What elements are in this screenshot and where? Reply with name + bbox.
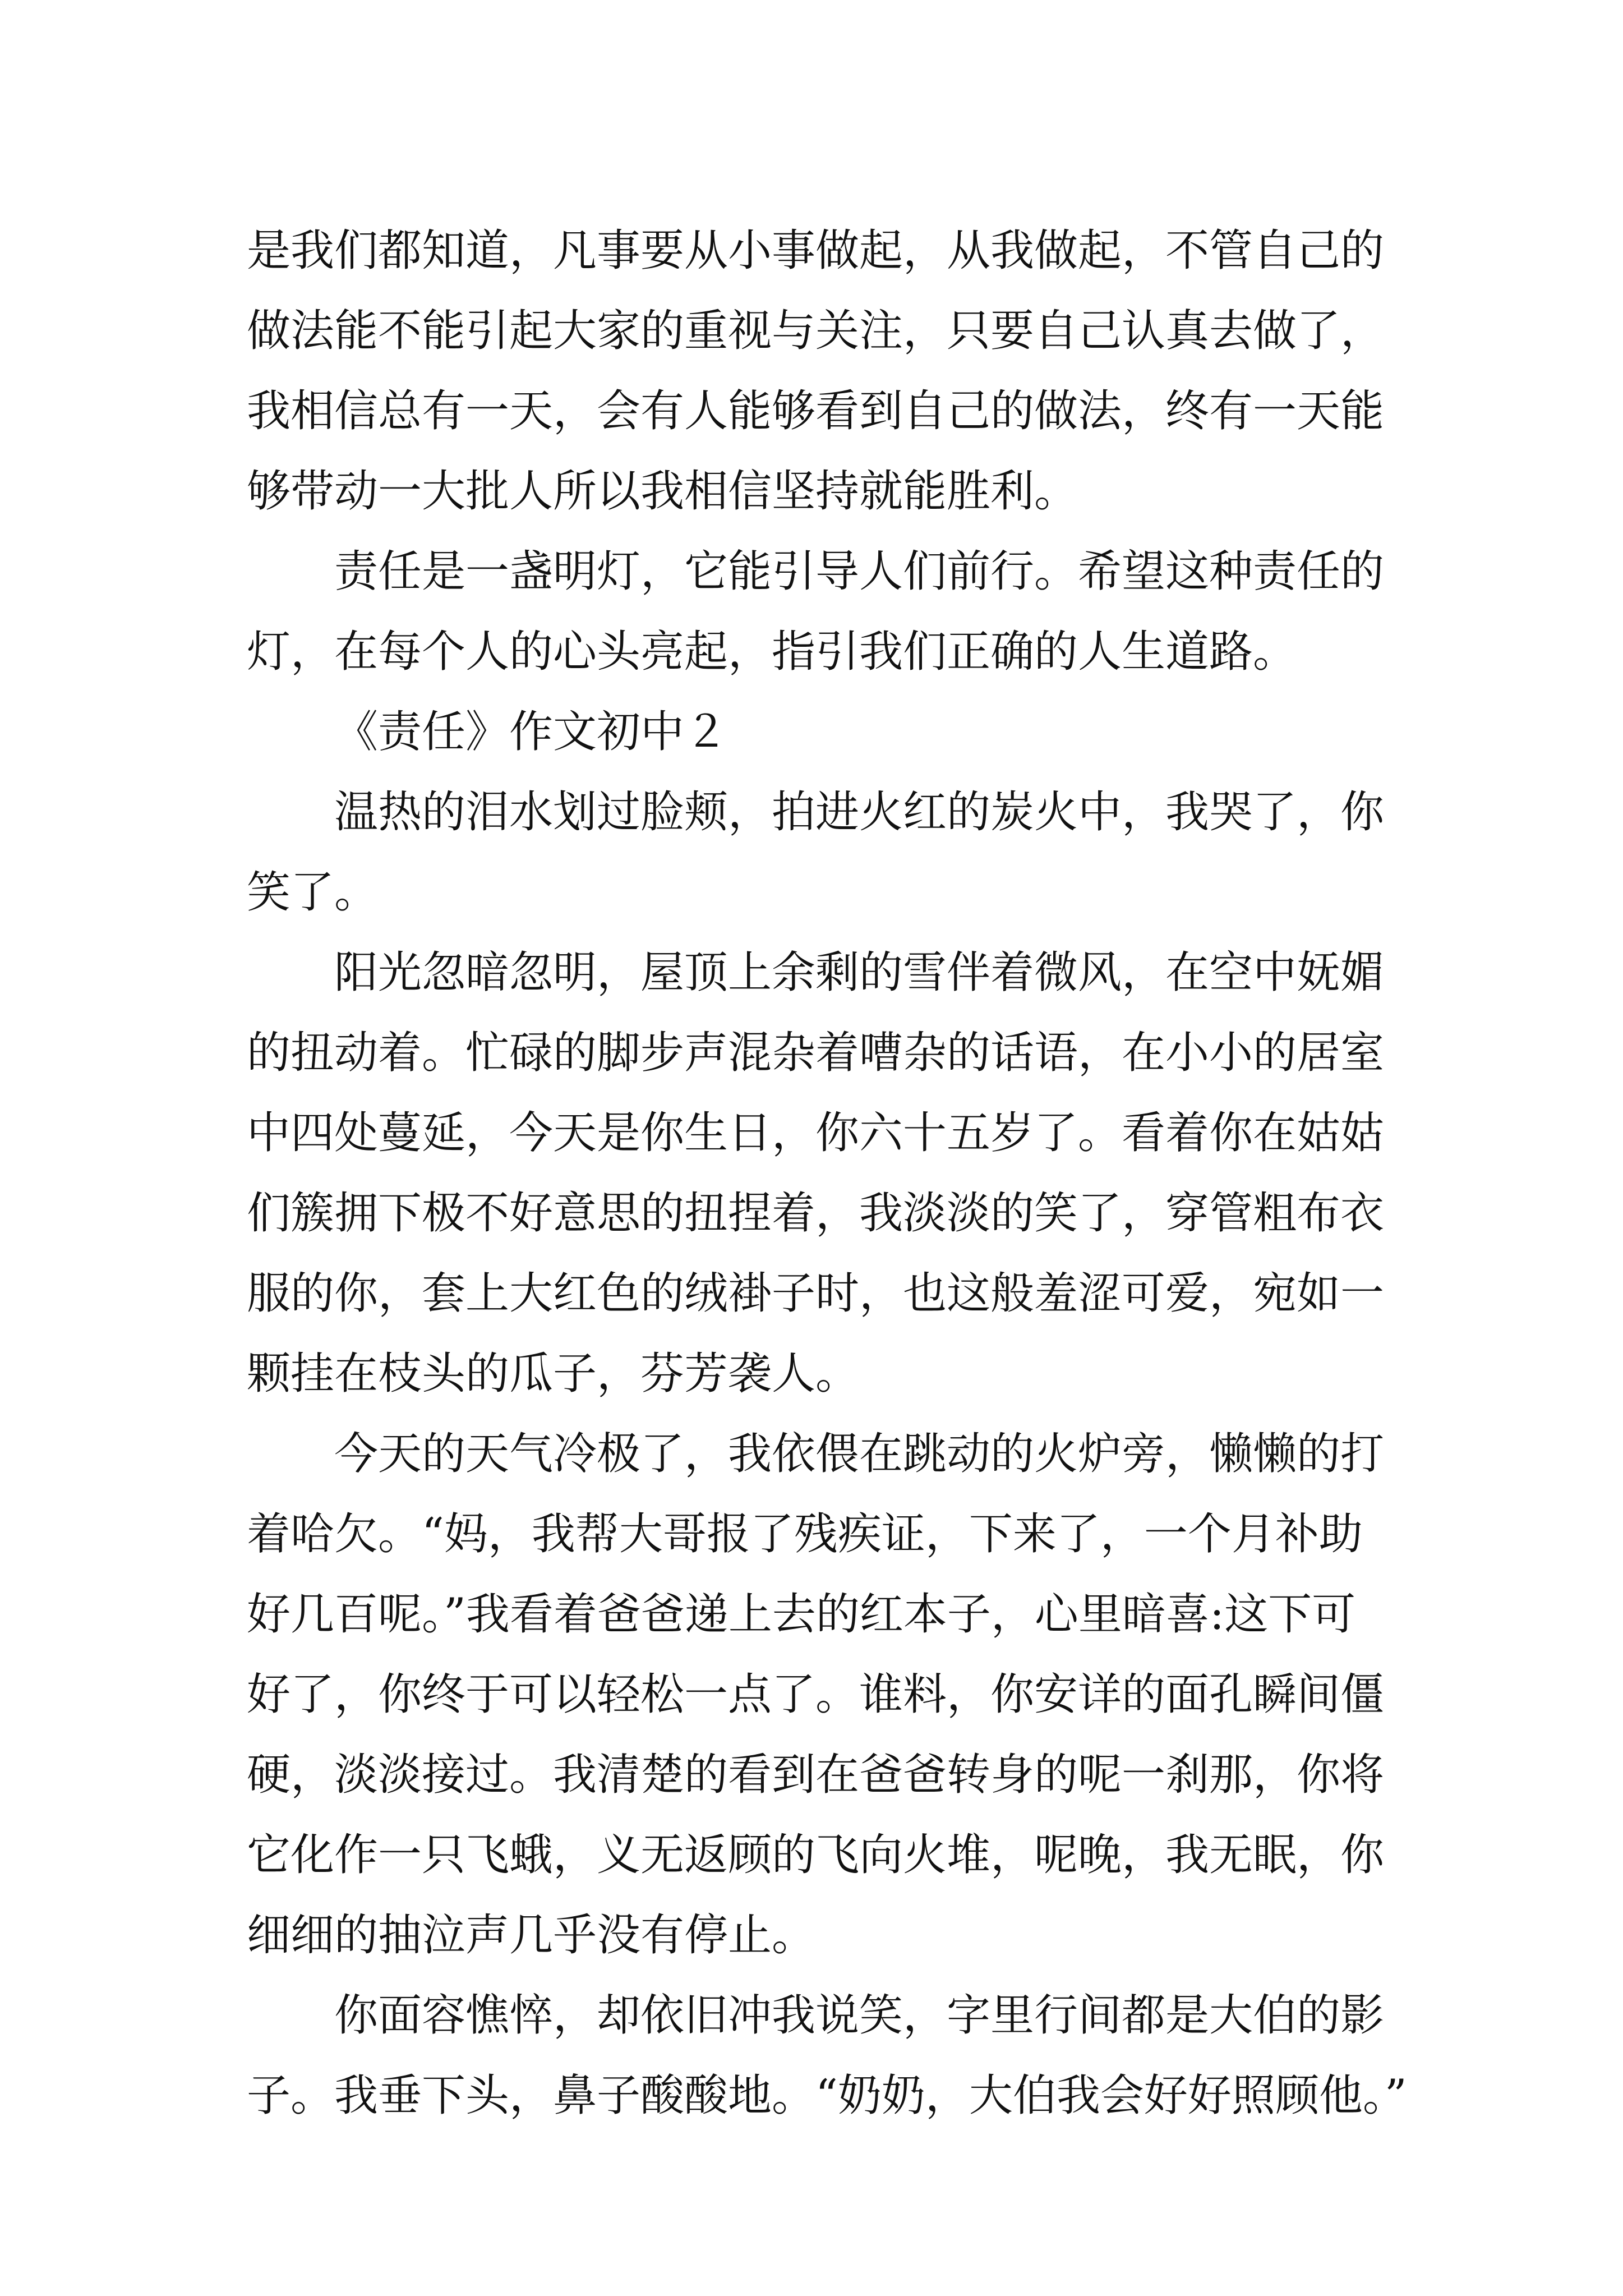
text-line: 好了，你终于可以轻松一点了。谁料，你安详的面孔瞬间僵 — [247, 1669, 1385, 1720]
text-line: 的扭动着。忙碌的脚步声混杂着嘈杂的话语，在小小的居室 — [247, 1028, 1385, 1078]
paragraph — [247, 772, 1391, 933]
text-line: 中四处蔓延，今天是你生日，你六十五岁了。看着你在姑姑 — [247, 1108, 1385, 1158]
text-line: 颗挂在枝头的瓜子，芬芳袭人。 — [247, 1349, 860, 1399]
text-line: 今天的天气冷极了，我依偎在跳动的火炉旁，懒懒的打 — [334, 1429, 1385, 1479]
text-line: 做法能不能引起大家的重视与关注，只要自己认真去做了， — [247, 306, 1385, 356]
paragraph — [247, 532, 1391, 692]
text-line: 硬，淡淡接过。我清楚的看到在爸爸转身的呢一刹那，你将 — [247, 1750, 1385, 1800]
text-line: 温热的泪水划过脸颊，拍进火红的炭火中，我哭了，你 — [334, 787, 1385, 838]
text-line: 服的你，套上大红色的绒褂子时，也这般羞涩可爱，宛如一 — [247, 1268, 1385, 1319]
text-line: 责任是一盏明灯，它能引导人们前行。希望这种责任的 — [334, 546, 1385, 597]
document-body — [247, 211, 1407, 2136]
paragraph-continuation — [247, 211, 1391, 532]
paragraph — [247, 1414, 1391, 1976]
text-line: 我相信总有一天，会有人能够看到自己的做法，终有一天能 — [247, 386, 1385, 436]
text-line: 它化作一只飞蛾，义无返顾的飞向火堆，呢晚，我无眠，你 — [247, 1830, 1385, 1880]
essay-title: 《责任》作文初中２ — [334, 707, 728, 757]
text-line: 子。我垂下头，鼻子酸酸地。“奶奶，大伯我会好好照顾他。” — [247, 2070, 1407, 2121]
text-line: 是我们都知道，凡事要从小事做起，从我做起，不管自己的 — [247, 226, 1385, 276]
text-line: 们簇拥下极不好意思的扭捏着，我淡淡的笑了，穿管粗布衣 — [247, 1188, 1385, 1239]
section-heading — [247, 692, 1391, 772]
text-line: 细细的抽泣声几乎没有停止。 — [247, 1910, 816, 1961]
text-line: 够带动一大批人所以我相信坚持就能胜利。 — [247, 466, 1078, 517]
text-line: 笑了。 — [247, 867, 379, 918]
text-line: 着哈欠。“妈，我帮大哥报了残疾证，下来了，一个月补助 — [247, 1509, 1363, 1559]
text-line: 灯，在每个人的心头亮起，指引我们正确的人生道路。 — [247, 627, 1297, 677]
paragraph — [247, 1976, 1407, 2136]
paragraph — [247, 933, 1391, 1414]
text-line: 你面容憔悴，却依旧冲我说笑，字里行间都是大伯的影 — [334, 1990, 1385, 2041]
text-line: 好几百呢。”我看着爸爸递上去的红本子，心里暗喜:这下可 — [247, 1589, 1356, 1640]
text-line: 阳光忽暗忽明，屋顶上余剩的雪伴着微风，在空中妩媚 — [334, 947, 1385, 998]
